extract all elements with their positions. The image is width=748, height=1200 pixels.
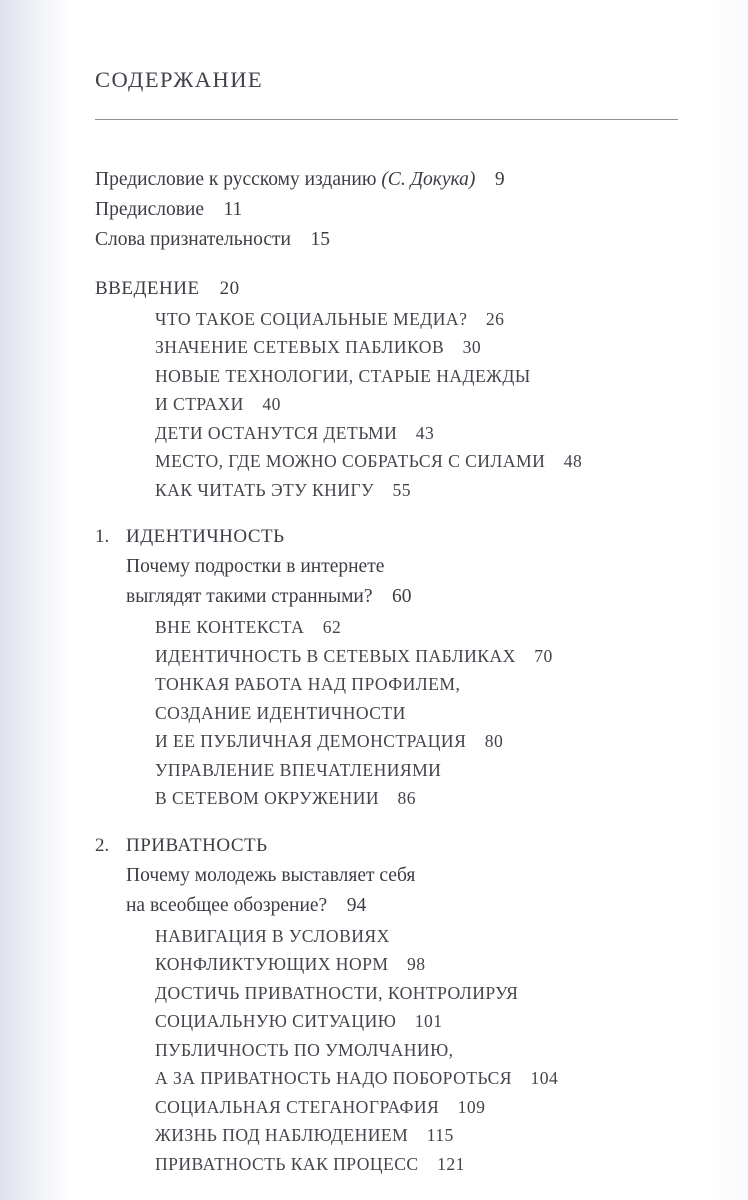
toc-entry-title: ИДЕНТИЧНОСТЬ В СЕТЕВЫХ ПАБЛИКАХ xyxy=(155,645,516,666)
toc-entry-page-number: 30 xyxy=(444,337,482,358)
toc-entry-title: СОЦИАЛЬНУЮ СИТУАЦИЮ xyxy=(155,1011,397,1032)
toc-entry-chapter-subtitle xyxy=(126,891,695,921)
toc-entry-section[interactable] xyxy=(155,670,695,699)
toc-entry-chapter-subtitle xyxy=(126,861,695,891)
toc-entry-title: И СТРАХИ xyxy=(155,394,244,415)
toc-entry-page-number: 43 xyxy=(397,422,435,443)
toc-entry-title: ДОСТИЧЬ ПРИВАТНОСТИ, КОНТРОЛИРУЯ xyxy=(155,982,519,1003)
toc-entry-subtitle-text: Почему молодежь выставляет себя xyxy=(126,864,416,886)
toc-entry-section[interactable] xyxy=(155,613,695,642)
toc-entry-section[interactable] xyxy=(155,1121,695,1150)
toc-entry-subtitle-text: на всеобщее обозрение? xyxy=(126,894,328,916)
toc-entry-section[interactable] xyxy=(155,390,695,419)
toc-entry-section[interactable] xyxy=(155,727,695,756)
toc-entry-page-number: 109 xyxy=(439,1096,486,1117)
toc-entry-title: ЧТО ТАКОЕ СОЦИАЛЬНЫЕ МЕДИА? xyxy=(155,308,468,329)
toc-entry-title: НОВЫЕ ТЕХНОЛОГИИ, СТАРЫЕ НАДЕЖДЫ xyxy=(155,365,531,386)
toc-entry-title: КАК ЧИТАТЬ ЭТУ КНИГУ xyxy=(155,479,374,500)
toc-entry-section[interactable] xyxy=(155,950,695,979)
heading-divider-rule xyxy=(95,119,678,120)
toc-entry-section[interactable] xyxy=(155,305,695,334)
toc-entry-front-matter[interactable] xyxy=(95,225,695,255)
chapter-number: 2. xyxy=(95,834,110,856)
toc-entry-chapter-subtitle xyxy=(126,552,695,582)
toc-entry-title: ДЕТИ ОСТАНУТСЯ ДЕТЬМИ xyxy=(155,422,398,443)
toc-entry-page-number: 55 xyxy=(373,479,411,500)
toc-entry-section[interactable] xyxy=(155,922,695,951)
toc-entry-section[interactable] xyxy=(155,476,695,505)
toc-section-list xyxy=(155,922,695,1179)
toc-entry-title: СОЗДАНИЕ ИДЕНТИЧНОСТИ xyxy=(155,702,406,723)
toc-entry-page-number: 86 xyxy=(379,788,417,809)
toc-entry-page-number: 15 xyxy=(290,228,330,250)
toc-entry-title: ЖИЗНЬ ПОД НАБЛЮДЕНИЕМ xyxy=(155,1125,409,1146)
chapters-container xyxy=(95,522,695,1178)
toc-entry-title: ПУБЛИЧНОСТЬ ПО УМОЛЧАНИЮ, xyxy=(155,1039,454,1060)
page-content xyxy=(95,0,695,1178)
toc-entry-page-number: 94 xyxy=(327,894,367,916)
toc-entry-section[interactable] xyxy=(155,447,695,476)
toc-section-list xyxy=(155,613,695,813)
toc-entry-title: В СЕТЕВОМ ОКРУЖЕНИИ xyxy=(155,788,380,809)
toc-entry-title: Предисловие xyxy=(95,198,205,220)
toc-entry-title: Предисловие к русскому изданию xyxy=(95,168,382,190)
toc-entry-title: СОЦИАЛЬНАЯ СТЕГАНОГРАФИЯ xyxy=(155,1096,440,1117)
toc-section-list xyxy=(155,305,695,505)
toc-entry-title: ПРИВАТНОСТЬ КАК ПРОЦЕСС xyxy=(155,1153,419,1174)
toc-entry-page-number: 9 xyxy=(475,168,505,190)
toc-entry-section[interactable] xyxy=(155,699,695,728)
toc-entry-section[interactable] xyxy=(155,1007,695,1036)
toc-entry-title: ТОНКАЯ РАБОТА НАД ПРОФИЛЕМ, xyxy=(155,674,461,695)
toc-entry-page-number: 98 xyxy=(388,954,426,975)
page-right-edge-shading xyxy=(708,0,748,1200)
toc-entry-page-number: 70 xyxy=(515,645,553,666)
toc-entry-page-number: 48 xyxy=(545,451,583,472)
toc-entry-section[interactable] xyxy=(155,1036,695,1065)
toc-entry-front-matter[interactable] xyxy=(95,165,695,195)
toc-entry-title: А ЗА ПРИВАТНОСТЬ НАДО ПОБОРОТЬСЯ xyxy=(155,1068,512,1089)
toc-entry-title: УПРАВЛЕНИЕ ВПЕЧАТЛЕНИЯМИ xyxy=(155,759,442,780)
toc-entry-chapter[interactable] xyxy=(95,831,695,861)
toc-entry-title: ПРИВАТНОСТЬ xyxy=(126,834,268,856)
toc-entry-title: ВНЕ КОНТЕКСТА xyxy=(155,617,305,638)
toc-entry-title: НАВИГАЦИЯ В УСЛОВИЯХ xyxy=(155,925,390,946)
toc-entry-section[interactable] xyxy=(155,979,695,1008)
chapter-number: 1. xyxy=(95,526,110,548)
page-gutter-shading xyxy=(0,0,72,1200)
toc-entry-chapter[interactable] xyxy=(95,522,695,552)
toc-entry-page-number: 40 xyxy=(243,394,281,415)
page-title: СОДЕРЖАНИЕ xyxy=(95,67,264,92)
toc-entry-author: (С. Докука) xyxy=(381,168,476,190)
toc-chapter-group xyxy=(95,522,695,813)
toc-chapter-group xyxy=(95,831,695,1179)
toc-entry-page-number: 115 xyxy=(408,1125,454,1146)
toc-entry-section[interactable] xyxy=(155,419,695,448)
toc-entry-page-number: 121 xyxy=(418,1153,465,1174)
toc-entry-title: МЕСТО, ГДЕ МОЖНО СОБРАТЬСЯ С СИЛАМИ xyxy=(155,451,546,472)
toc-entry-page-number: 20 xyxy=(199,277,240,299)
table-of-contents xyxy=(95,165,695,1179)
toc-entry-page-number: 104 xyxy=(511,1068,559,1089)
toc-entry-section[interactable] xyxy=(155,1064,695,1093)
toc-entry-section[interactable] xyxy=(155,1150,695,1179)
toc-entry-section[interactable] xyxy=(155,1093,695,1122)
toc-entry-chapter-subtitle xyxy=(126,582,695,612)
toc-entry-section[interactable] xyxy=(155,642,695,671)
toc-entry-title: ИДЕНТИЧНОСТЬ xyxy=(126,526,285,548)
toc-entry-section[interactable] xyxy=(155,362,695,391)
front-matter-group xyxy=(95,165,695,255)
toc-entry-title: КОНФЛИКТУЮЩИХ НОРМ xyxy=(155,954,389,975)
toc-entry-title: ВВЕДЕНИЕ xyxy=(95,277,200,299)
toc-entry-page-number: 26 xyxy=(467,308,505,329)
toc-entry-section[interactable] xyxy=(155,756,695,785)
toc-entry-section[interactable] xyxy=(155,784,695,813)
toc-entry-title: И ЕЕ ПУБЛИЧНАЯ ДЕМОНСТРАЦИЯ xyxy=(155,731,467,752)
toc-entry-page-number: 60 xyxy=(372,586,412,608)
introduction-group xyxy=(95,273,695,505)
toc-entry-page-number: 101 xyxy=(396,1011,443,1032)
toc-entry-subtitle-text: выглядят такими странными? xyxy=(126,586,373,608)
toc-entry-page-number: 11 xyxy=(204,198,243,220)
toc-entry-section[interactable] xyxy=(155,333,695,362)
toc-entry-title: ЗНАЧЕНИЕ СЕТЕВЫХ ПАБЛИКОВ xyxy=(155,337,445,358)
toc-entry-page-number: 80 xyxy=(466,731,504,752)
toc-entry-subtitle-text: Почему подростки в интернете xyxy=(126,556,385,578)
toc-entry-front-matter[interactable] xyxy=(95,195,695,225)
toc-entry-title: Слова признательности xyxy=(95,228,291,250)
toc-entry-page-number: 62 xyxy=(304,617,342,638)
toc-entry-part-introduction[interactable] xyxy=(95,273,695,304)
